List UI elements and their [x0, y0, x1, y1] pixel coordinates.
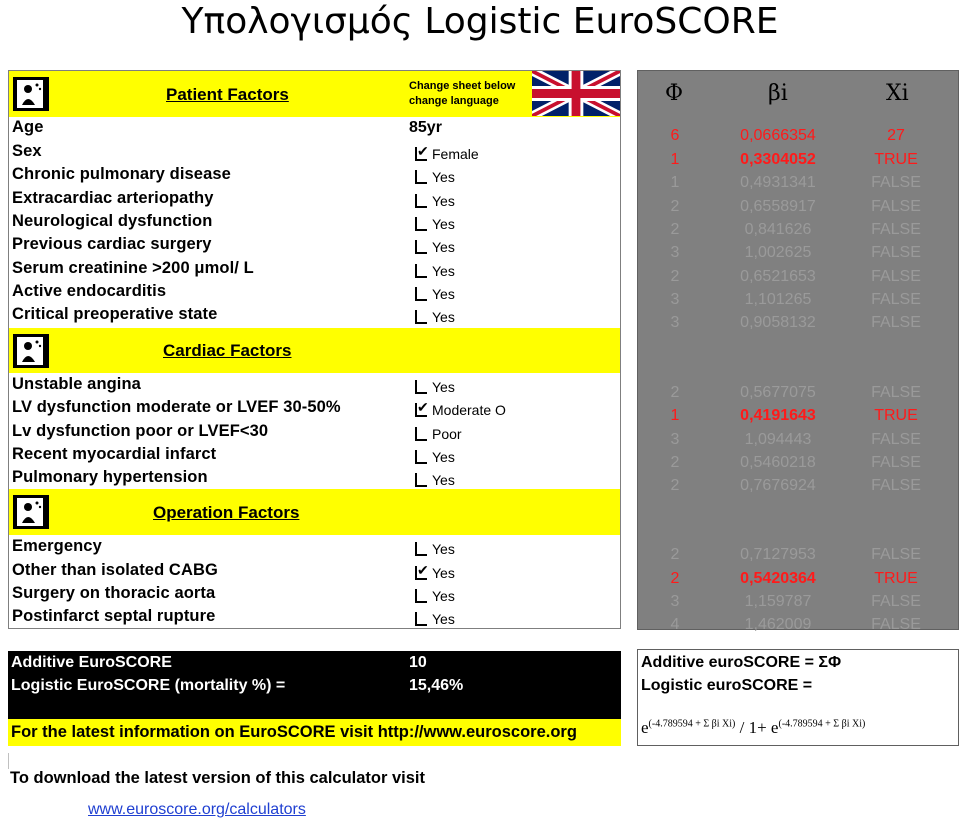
factor-label: Lv dysfunction poor or LVEF<30	[12, 422, 269, 440]
info-banner	[8, 719, 621, 746]
factor-label: Surgery on thoracic aorta	[12, 584, 216, 602]
phi-cell: 3	[670, 431, 680, 448]
operation-factors-title[interactable]: Operation Factors	[153, 503, 300, 522]
factor-checkbox[interactable]	[415, 402, 506, 418]
checkbox-option-label: Yes	[432, 169, 455, 185]
factor-checkbox[interactable]	[415, 379, 455, 395]
xi-cell: FALSE	[871, 174, 921, 191]
note-line-1: Change sheet below	[409, 80, 516, 92]
beta-cell: 0,7676924	[740, 477, 816, 494]
checkbox-option-label: Yes	[432, 286, 455, 302]
logistic-score-label: Logistic EuroSCORE (mortality %) =	[11, 677, 286, 694]
checkbox-icon[interactable]	[415, 589, 427, 603]
formula-divider: / 1+ e	[739, 718, 779, 737]
download-text: To download the latest version of this calculator visit	[10, 769, 426, 787]
checkbox-option-label: Female	[432, 146, 479, 162]
checkbox-icon[interactable]	[415, 310, 427, 324]
additive-formula: Additive euroSCORE = ΣΦ	[641, 654, 842, 671]
xi-cell: FALSE	[871, 198, 921, 215]
page-title: Υπολογισμός Logistic EuroSCORE	[181, 1, 779, 42]
formula-box	[637, 649, 959, 746]
change-language-note	[409, 79, 515, 109]
checkbox-option-label: Poor	[432, 426, 462, 442]
beta-cell: 1,462009	[744, 616, 812, 633]
phi-cell: 2	[670, 546, 680, 563]
phi-cell: 3	[670, 291, 680, 308]
xi-cell: FALSE	[871, 291, 921, 308]
beta-cell: 0,5460218	[740, 454, 816, 471]
xi-header: Xi	[886, 81, 909, 106]
checkbox-icon[interactable]	[415, 612, 427, 626]
beta-cell: 0,3304052	[740, 151, 816, 168]
checkbox-option-label: Moderate O	[432, 402, 506, 418]
checkbox-option-label: Yes	[432, 263, 455, 279]
phi-cell: 2	[670, 477, 680, 494]
patient-factors-header	[9, 71, 620, 117]
phi-header: Φ	[665, 81, 684, 106]
formula-base: e	[641, 718, 649, 737]
factor-label: Sex	[12, 142, 42, 160]
xi-cell: FALSE	[871, 384, 921, 401]
coefficient-panel	[637, 70, 959, 633]
factor-label: Age	[12, 118, 44, 136]
cardiac-factors-title[interactable]: Cardiac Factors	[163, 341, 292, 360]
checkbox-option-label: Yes	[432, 565, 455, 581]
xi-cell: FALSE	[871, 454, 921, 471]
beta-cell: 1,094443	[744, 431, 812, 448]
checkbox-option-label: Yes	[432, 379, 455, 395]
info-text[interactable]: For the latest information on EuroSCORE visit http://www.euroscore.org	[11, 723, 577, 741]
checkbox-icon[interactable]	[415, 566, 427, 580]
phi-cell: 2	[670, 570, 680, 587]
phi-cell: 2	[670, 221, 680, 238]
factor-checkbox[interactable]	[415, 449, 455, 465]
cardiac-factors-header	[9, 328, 620, 373]
checkbox-icon[interactable]	[415, 287, 427, 301]
factor-label: Neurological dysfunction	[12, 212, 213, 230]
additive-score-label: Additive EuroSCORE	[11, 654, 172, 671]
uk-flag-icon[interactable]	[532, 71, 620, 116]
beta-cell: 0,4191643	[740, 407, 816, 424]
factor-checkbox[interactable]	[415, 263, 455, 279]
factor-checkbox[interactable]	[415, 588, 455, 604]
beta-cell: 0,6521653	[740, 268, 816, 285]
checkbox-icon[interactable]	[415, 240, 427, 254]
xi-cell: FALSE	[871, 546, 921, 563]
checkbox-option-label: Yes	[432, 541, 455, 557]
factor-checkbox[interactable]	[415, 541, 455, 557]
beta-cell: 0,5420364	[740, 570, 816, 587]
checkbox-option-label: Yes	[432, 588, 455, 604]
factor-checkbox[interactable]	[415, 565, 455, 581]
beta-cell: 0,9058132	[740, 314, 816, 331]
additive-score-value: 10	[409, 654, 427, 671]
document-person-icon	[13, 77, 49, 111]
factor-label: Chronic pulmonary disease	[12, 165, 231, 183]
beta-cell: 0,7127953	[740, 546, 816, 563]
xi-cell: FALSE	[871, 314, 921, 331]
factor-label: Unstable angina	[12, 375, 141, 393]
formula-exponent: (-4.789594 + Σ βi Xi)	[648, 718, 736, 730]
logistic-formula-equation	[641, 718, 865, 738]
checkbox-icon[interactable]	[415, 170, 427, 184]
xi-cell: FALSE	[871, 431, 921, 448]
checkbox-option-label: Yes	[432, 309, 455, 325]
factor-checkbox[interactable]	[415, 611, 455, 627]
phi-cell: 2	[670, 198, 680, 215]
document-person-icon	[13, 495, 49, 529]
checkbox-icon[interactable]	[415, 380, 427, 394]
factor-label: Extracardiac arteriopathy	[12, 189, 214, 207]
phi-cell: 3	[670, 244, 680, 261]
factor-checkbox[interactable]	[415, 286, 455, 302]
factor-label: Recent myocardial infarct	[12, 445, 217, 463]
xi-cell: TRUE	[874, 570, 918, 587]
checkbox-icon[interactable]	[415, 542, 427, 556]
xi-cell: FALSE	[871, 477, 921, 494]
factor-label: Critical preoperative state	[12, 305, 218, 323]
beta-cell: 1,002625	[744, 244, 812, 261]
document-person-icon	[13, 334, 49, 368]
score-summary	[8, 651, 621, 719]
xi-cell: FALSE	[871, 221, 921, 238]
phi-cell: 1	[670, 151, 680, 168]
factor-checkbox[interactable]	[415, 169, 455, 185]
factor-checkbox[interactable]	[415, 239, 455, 255]
phi-cell: 6	[670, 127, 680, 144]
xi-cell: FALSE	[871, 268, 921, 285]
beta-cell: 0,5677075	[740, 384, 816, 401]
logistic-score-value: 15,46%	[409, 677, 464, 694]
phi-cell: 1	[670, 407, 680, 424]
factor-label: Active endocarditis	[12, 282, 167, 300]
logistic-formula-label: Logistic euroSCORE =	[641, 677, 813, 694]
factor-checkbox[interactable]	[415, 309, 455, 325]
checkbox-option-label: Yes	[432, 216, 455, 232]
phi-cell: 4	[670, 616, 680, 633]
phi-cell: 2	[670, 454, 680, 471]
checkbox-option-label: Yes	[432, 472, 455, 488]
beta-header: βi	[768, 81, 788, 106]
factor-label: Other than isolated CABG	[12, 561, 218, 579]
beta-cell: 1,101265	[744, 291, 812, 308]
factor-checkbox[interactable]	[415, 426, 462, 442]
phi-cell: 1	[670, 174, 680, 191]
factor-label: Previous cardiac surgery	[12, 235, 212, 253]
checkbox-icon[interactable]	[415, 450, 427, 464]
factor-label: Pulmonary hypertension	[12, 468, 208, 486]
checkbox-icon[interactable]	[415, 264, 427, 278]
euroscore-calculator-sheet	[8, 70, 621, 629]
factor-label: Emergency	[12, 537, 102, 555]
patient-factors-title[interactable]: Patient Factors	[166, 85, 289, 104]
beta-cell: 0,4931341	[740, 174, 816, 191]
checkbox-icon[interactable]	[415, 217, 427, 231]
xi-cell: 27	[887, 127, 905, 144]
factor-checkbox[interactable]	[415, 146, 479, 162]
note-line-2: change language	[409, 95, 499, 107]
calculators-link[interactable]: www.euroscore.org/calculators	[88, 801, 306, 818]
beta-cell: 0,841626	[744, 221, 812, 238]
checkbox-icon[interactable]	[415, 147, 427, 161]
checkbox-icon[interactable]	[415, 403, 427, 417]
phi-cell: 3	[670, 593, 680, 610]
beta-cell: 0,6558917	[740, 198, 816, 215]
age-value[interactable]: 85yr	[409, 119, 442, 136]
xi-cell: FALSE	[871, 593, 921, 610]
factor-checkbox[interactable]	[415, 472, 455, 488]
beta-cell: 1,159787	[744, 593, 812, 610]
checkbox-option-label: Yes	[432, 611, 455, 627]
phi-cell: 3	[670, 314, 680, 331]
formula-exponent-2: (-4.789594 + Σ βi Xi)	[778, 718, 866, 730]
checkbox-icon[interactable]	[415, 473, 427, 487]
checkbox-option-label: Yes	[432, 239, 455, 255]
factor-label: Serum creatinine >200 μmol/ L	[12, 259, 254, 277]
factor-label: Postinfarct septal rupture	[12, 607, 216, 625]
factor-label: LV dysfunction moderate or LVEF 30-50%	[12, 398, 341, 416]
factor-checkbox[interactable]	[415, 216, 455, 232]
phi-cell: 2	[670, 384, 680, 401]
checkbox-icon[interactable]	[415, 194, 427, 208]
xi-cell: TRUE	[874, 151, 918, 168]
checkbox-option-label: Yes	[432, 193, 455, 209]
divider	[8, 753, 9, 769]
xi-cell: FALSE	[871, 616, 921, 633]
operation-factors-header	[9, 489, 620, 535]
checkbox-option-label: Yes	[432, 449, 455, 465]
xi-cell: FALSE	[871, 244, 921, 261]
xi-cell: TRUE	[874, 407, 918, 424]
checkbox-icon[interactable]	[415, 427, 427, 441]
phi-cell: 2	[670, 268, 680, 285]
beta-cell: 0,0666354	[740, 127, 816, 144]
factor-checkbox[interactable]	[415, 193, 455, 209]
